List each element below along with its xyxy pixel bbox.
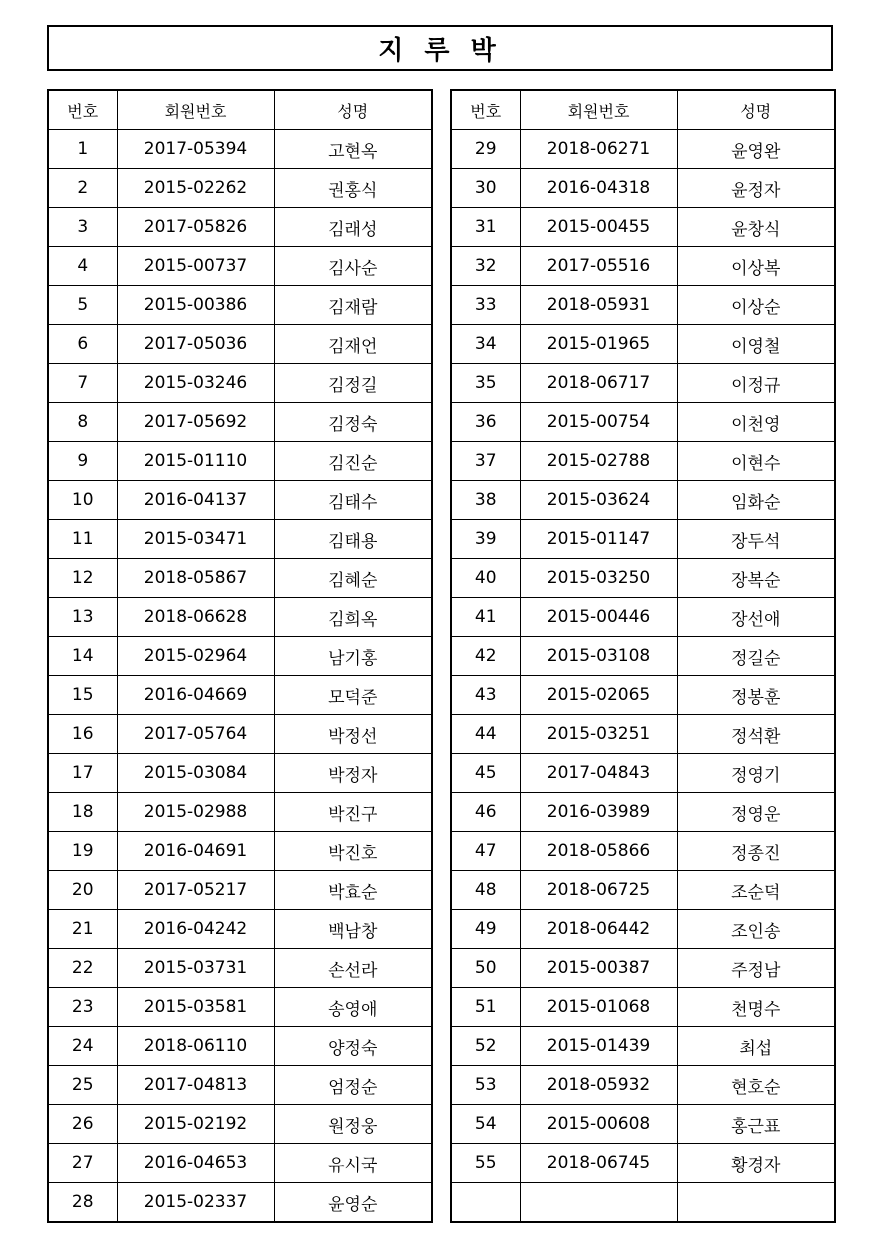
- cell-name: 장복순: [677, 559, 835, 598]
- member-table-right: [450, 89, 836, 1223]
- cell-name: 윤영순: [274, 1183, 432, 1223]
- cell-name: [677, 1183, 835, 1223]
- cell-name: 김재람: [274, 286, 432, 325]
- cell-number: 21: [48, 910, 117, 949]
- cell-member-id: 2017-05217: [117, 871, 274, 910]
- cell-number: 25: [48, 1066, 117, 1105]
- cell-number: 10: [48, 481, 117, 520]
- cell-number: [451, 1183, 520, 1223]
- cell-number: 14: [48, 637, 117, 676]
- table-row: [451, 403, 835, 442]
- cell-member-id: 2015-03581: [117, 988, 274, 1027]
- cell-member-id: 2016-04137: [117, 481, 274, 520]
- cell-name: 손선라: [274, 949, 432, 988]
- cell-member-id: 2015-00455: [520, 208, 677, 247]
- cell-number: 40: [451, 559, 520, 598]
- cell-member-id: 2015-03624: [520, 481, 677, 520]
- cell-member-id: 2015-02065: [520, 676, 677, 715]
- cell-number: 20: [48, 871, 117, 910]
- table-row: [451, 949, 835, 988]
- table-header-row: [451, 90, 835, 130]
- table-row: [451, 637, 835, 676]
- table-row: [48, 754, 432, 793]
- cell-member-id: 2016-03989: [520, 793, 677, 832]
- cell-name: 임화순: [677, 481, 835, 520]
- table-row: [451, 1183, 835, 1223]
- cell-number: 36: [451, 403, 520, 442]
- cell-member-id: 2015-01439: [520, 1027, 677, 1066]
- cell-number: 16: [48, 715, 117, 754]
- cell-name: 남기홍: [274, 637, 432, 676]
- cell-number: 3: [48, 208, 117, 247]
- cell-member-id: 2015-03731: [117, 949, 274, 988]
- cell-name: 이상복: [677, 247, 835, 286]
- table-row: [451, 871, 835, 910]
- cell-member-id: 2018-05866: [520, 832, 677, 871]
- table-row: [451, 676, 835, 715]
- table-row: [48, 520, 432, 559]
- cell-name: 유시국: [274, 1144, 432, 1183]
- table-row: [48, 832, 432, 871]
- cell-number: 31: [451, 208, 520, 247]
- cell-member-id: 2015-00608: [520, 1105, 677, 1144]
- cell-member-id: 2018-05867: [117, 559, 274, 598]
- cell-number: 8: [48, 403, 117, 442]
- cell-number: 35: [451, 364, 520, 403]
- cell-name: 박진호: [274, 832, 432, 871]
- cell-member-id: 2015-03084: [117, 754, 274, 793]
- header-number: 번호: [48, 90, 117, 130]
- table-row: [451, 520, 835, 559]
- cell-name: 장두석: [677, 520, 835, 559]
- cell-number: 43: [451, 676, 520, 715]
- cell-number: 38: [451, 481, 520, 520]
- cell-member-id: 2015-02262: [117, 169, 274, 208]
- cell-member-id: 2015-00387: [520, 949, 677, 988]
- table-row: [451, 910, 835, 949]
- cell-number: 12: [48, 559, 117, 598]
- cell-member-id: 2017-04813: [117, 1066, 274, 1105]
- table-row: [48, 208, 432, 247]
- header-member-id: 회원번호: [520, 90, 677, 130]
- cell-number: 47: [451, 832, 520, 871]
- cell-number: 19: [48, 832, 117, 871]
- cell-member-id: 2015-01147: [520, 520, 677, 559]
- table-row: [48, 910, 432, 949]
- table-row: [48, 793, 432, 832]
- cell-number: 23: [48, 988, 117, 1027]
- cell-number: 37: [451, 442, 520, 481]
- cell-number: 27: [48, 1144, 117, 1183]
- table-body-right: [451, 130, 835, 1223]
- cell-member-id: 2018-06271: [520, 130, 677, 169]
- table-row: [451, 286, 835, 325]
- cell-member-id: 2015-03108: [520, 637, 677, 676]
- table-row: [48, 637, 432, 676]
- table-row: [48, 247, 432, 286]
- table-row: [48, 130, 432, 169]
- table-row: [451, 442, 835, 481]
- cell-name: 양정숙: [274, 1027, 432, 1066]
- cell-name: 김태용: [274, 520, 432, 559]
- table-row: [451, 130, 835, 169]
- cell-member-id: 2015-00446: [520, 598, 677, 637]
- cell-name: 현호순: [677, 1066, 835, 1105]
- cell-member-id: 2015-02964: [117, 637, 274, 676]
- cell-member-id: 2015-01068: [520, 988, 677, 1027]
- cell-member-id: 2016-04669: [117, 676, 274, 715]
- cell-name: 박진구: [274, 793, 432, 832]
- cell-member-id: 2018-06628: [117, 598, 274, 637]
- cell-name: 백남창: [274, 910, 432, 949]
- cell-name: 윤정자: [677, 169, 835, 208]
- cell-name: 이영철: [677, 325, 835, 364]
- table-row: [48, 676, 432, 715]
- cell-name: 주정남: [677, 949, 835, 988]
- table-row: [451, 598, 835, 637]
- cell-name: 권홍식: [274, 169, 432, 208]
- cell-number: 28: [48, 1183, 117, 1223]
- table-row: [48, 949, 432, 988]
- table-row: [48, 481, 432, 520]
- cell-member-id: 2017-04843: [520, 754, 677, 793]
- header-number: 번호: [451, 90, 520, 130]
- cell-number: 5: [48, 286, 117, 325]
- table-row: [451, 481, 835, 520]
- header-name: 성명: [274, 90, 432, 130]
- cell-name: 천명수: [677, 988, 835, 1027]
- cell-number: 51: [451, 988, 520, 1027]
- cell-name: 박효순: [274, 871, 432, 910]
- table-row: [48, 1183, 432, 1223]
- cell-member-id: 2017-05394: [117, 130, 274, 169]
- cell-member-id: 2015-03471: [117, 520, 274, 559]
- cell-name: 김사순: [274, 247, 432, 286]
- cell-member-id: 2017-05692: [117, 403, 274, 442]
- cell-member-id: 2015-03246: [117, 364, 274, 403]
- cell-name: 김태수: [274, 481, 432, 520]
- table-row: [48, 286, 432, 325]
- table-row: [451, 1144, 835, 1183]
- cell-number: 49: [451, 910, 520, 949]
- table-row: [451, 364, 835, 403]
- table-row: [48, 559, 432, 598]
- table-row: [451, 793, 835, 832]
- cell-number: 33: [451, 286, 520, 325]
- cell-name: 정봉훈: [677, 676, 835, 715]
- cell-member-id: 2015-02337: [117, 1183, 274, 1223]
- cell-number: 46: [451, 793, 520, 832]
- cell-name: 김진순: [274, 442, 432, 481]
- cell-member-id: 2017-05516: [520, 247, 677, 286]
- cell-name: 정길순: [677, 637, 835, 676]
- table-row: [48, 442, 432, 481]
- cell-member-id: 2015-01965: [520, 325, 677, 364]
- cell-name: 김재언: [274, 325, 432, 364]
- cell-number: 53: [451, 1066, 520, 1105]
- table-body-left: [48, 130, 432, 1223]
- cell-number: 45: [451, 754, 520, 793]
- cell-member-id: 2015-00386: [117, 286, 274, 325]
- cell-name: 박정선: [274, 715, 432, 754]
- cell-number: 39: [451, 520, 520, 559]
- cell-number: 2: [48, 169, 117, 208]
- table-row: [451, 1066, 835, 1105]
- table-row: [48, 715, 432, 754]
- cell-name: 정석환: [677, 715, 835, 754]
- cell-member-id: [520, 1183, 677, 1223]
- cell-number: 44: [451, 715, 520, 754]
- cell-number: 34: [451, 325, 520, 364]
- cell-member-id: 2017-05764: [117, 715, 274, 754]
- cell-name: 조순덕: [677, 871, 835, 910]
- table-row: [451, 208, 835, 247]
- cell-member-id: 2015-02788: [520, 442, 677, 481]
- cell-member-id: 2016-04242: [117, 910, 274, 949]
- cell-number: 11: [48, 520, 117, 559]
- table-row: [451, 832, 835, 871]
- member-table-left: [47, 89, 433, 1223]
- table-row: [451, 559, 835, 598]
- cell-member-id: 2015-02192: [117, 1105, 274, 1144]
- cell-number: 50: [451, 949, 520, 988]
- cell-member-id: 2016-04691: [117, 832, 274, 871]
- table-row: [451, 1027, 835, 1066]
- cell-number: 9: [48, 442, 117, 481]
- cell-name: 고현옥: [274, 130, 432, 169]
- cell-number: 4: [48, 247, 117, 286]
- cell-name: 이정규: [677, 364, 835, 403]
- cell-number: 22: [48, 949, 117, 988]
- cell-name: 김혜순: [274, 559, 432, 598]
- cell-name: 홍근표: [677, 1105, 835, 1144]
- cell-member-id: 2015-03251: [520, 715, 677, 754]
- header-name: 성명: [677, 90, 835, 130]
- cell-member-id: 2018-06442: [520, 910, 677, 949]
- cell-name: 최섭: [677, 1027, 835, 1066]
- table-row: [48, 1066, 432, 1105]
- cell-name: 정영기: [677, 754, 835, 793]
- table-row: [451, 754, 835, 793]
- cell-number: 52: [451, 1027, 520, 1066]
- cell-name: 이상순: [677, 286, 835, 325]
- table-row: [451, 1105, 835, 1144]
- cell-name: 조인송: [677, 910, 835, 949]
- cell-name: 이현수: [677, 442, 835, 481]
- cell-member-id: 2018-06725: [520, 871, 677, 910]
- page-title: 지 루 박: [47, 25, 833, 71]
- cell-number: 42: [451, 637, 520, 676]
- cell-member-id: 2018-06745: [520, 1144, 677, 1183]
- cell-name: 송영애: [274, 988, 432, 1027]
- cell-number: 30: [451, 169, 520, 208]
- cell-name: 김래성: [274, 208, 432, 247]
- table-row: [451, 169, 835, 208]
- cell-number: 17: [48, 754, 117, 793]
- cell-number: 54: [451, 1105, 520, 1144]
- table-row: [451, 988, 835, 1027]
- cell-member-id: 2015-01110: [117, 442, 274, 481]
- cell-number: 6: [48, 325, 117, 364]
- table-row: [48, 403, 432, 442]
- table-row: [48, 325, 432, 364]
- cell-member-id: 2017-05036: [117, 325, 274, 364]
- cell-member-id: 2017-05826: [117, 208, 274, 247]
- table-row: [48, 598, 432, 637]
- cell-member-id: 2018-05932: [520, 1066, 677, 1105]
- cell-number: 26: [48, 1105, 117, 1144]
- header-member-id: 회원번호: [117, 90, 274, 130]
- cell-number: 29: [451, 130, 520, 169]
- table-header-row: [48, 90, 432, 130]
- cell-name: 김정길: [274, 364, 432, 403]
- table-row: [48, 988, 432, 1027]
- cell-name: 윤영완: [677, 130, 835, 169]
- cell-member-id: 2016-04653: [117, 1144, 274, 1183]
- table-row: [48, 364, 432, 403]
- cell-number: 15: [48, 676, 117, 715]
- cell-name: 김정숙: [274, 403, 432, 442]
- cell-name: 박정자: [274, 754, 432, 793]
- cell-name: 장선애: [677, 598, 835, 637]
- cell-number: 55: [451, 1144, 520, 1183]
- cell-member-id: 2018-06110: [117, 1027, 274, 1066]
- cell-name: 엄정순: [274, 1066, 432, 1105]
- cell-number: 7: [48, 364, 117, 403]
- table-row: [451, 715, 835, 754]
- cell-member-id: 2015-00737: [117, 247, 274, 286]
- cell-member-id: 2016-04318: [520, 169, 677, 208]
- table-row: [48, 1144, 432, 1183]
- cell-number: 41: [451, 598, 520, 637]
- cell-name: 원정웅: [274, 1105, 432, 1144]
- cell-number: 24: [48, 1027, 117, 1066]
- cell-number: 48: [451, 871, 520, 910]
- table-row: [451, 247, 835, 286]
- cell-name: 윤창식: [677, 208, 835, 247]
- cell-number: 18: [48, 793, 117, 832]
- cell-number: 13: [48, 598, 117, 637]
- cell-member-id: 2015-02988: [117, 793, 274, 832]
- table-row: [48, 1105, 432, 1144]
- cell-name: 이천영: [677, 403, 835, 442]
- cell-member-id: 2015-03250: [520, 559, 677, 598]
- table-row: [451, 325, 835, 364]
- table-row: [48, 1027, 432, 1066]
- cell-number: 1: [48, 130, 117, 169]
- table-row: [48, 169, 432, 208]
- cell-number: 32: [451, 247, 520, 286]
- cell-member-id: 2018-06717: [520, 364, 677, 403]
- cell-member-id: 2015-00754: [520, 403, 677, 442]
- cell-member-id: 2018-05931: [520, 286, 677, 325]
- cell-name: 정종진: [677, 832, 835, 871]
- cell-name: 황경자: [677, 1144, 835, 1183]
- cell-name: 모덕준: [274, 676, 432, 715]
- cell-name: 정영운: [677, 793, 835, 832]
- table-row: [48, 871, 432, 910]
- cell-name: 김희옥: [274, 598, 432, 637]
